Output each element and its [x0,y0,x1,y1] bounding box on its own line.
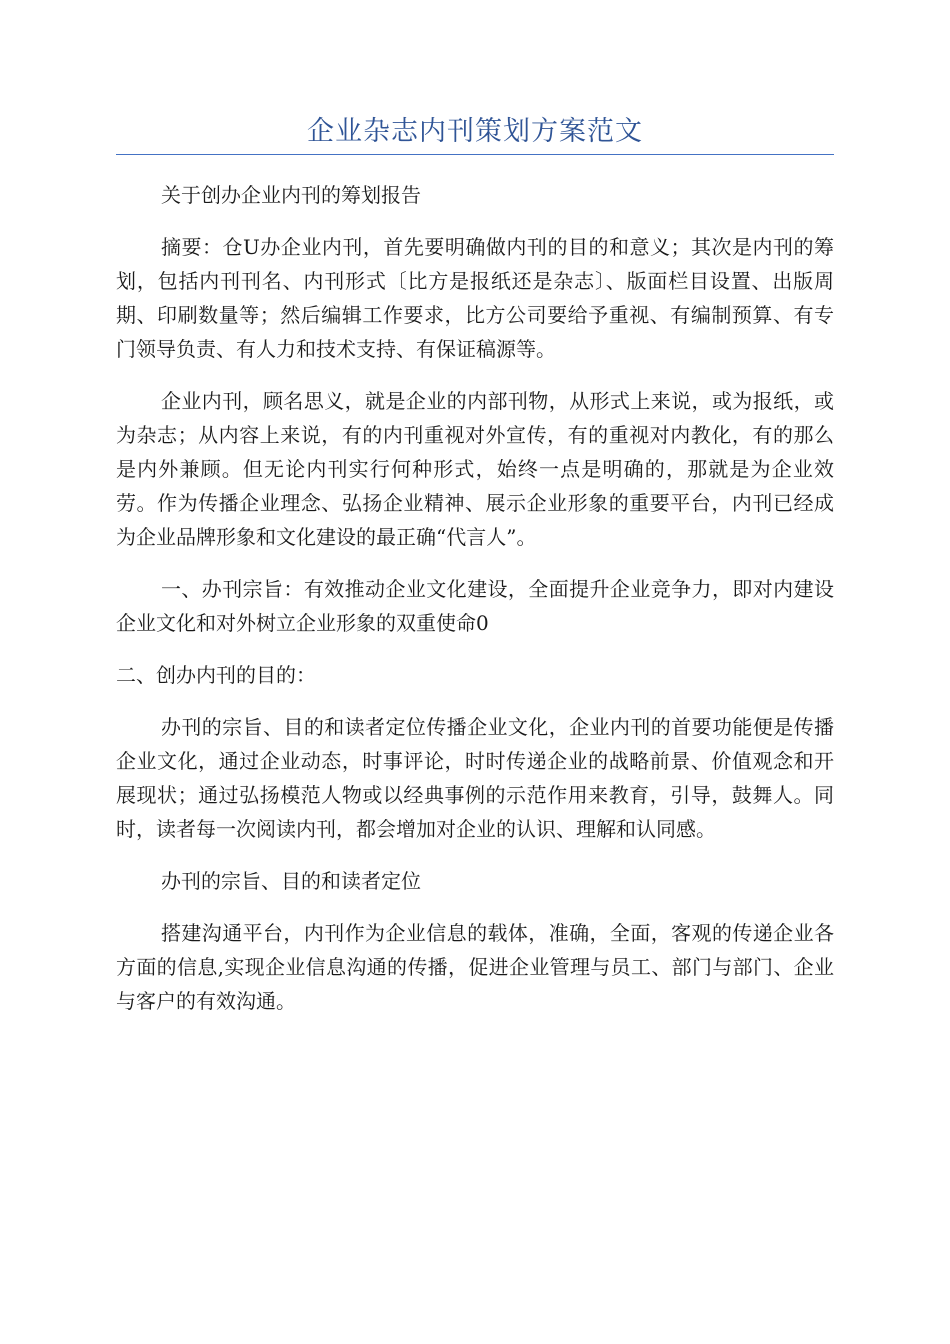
abstract-paragraph: 摘要：仓U办企业内刊，首先要明确做内刊的目的和意义；其次是内刊的筹划，包括内刊刊名、内刊形式〔比方是报纸还是杂志〕、版面栏目设置、出版周期、印刷数量等；然后编辑工作要求，比方公司要给予重视、有编制预算、有专门领导负责、有人力和技术支持、有保证稿源等。 [116,235,834,361]
section-heading-1: 一、办刊宗旨：有效推动企业文化建设，全面提升企业竞争力，即对内建设企业文化和对外树立企业形象的双重使命0 [116,577,834,635]
document-body [116,178,834,1036]
document-title: 企业杂志内刊策划方案范文 [307,116,643,147]
purpose-paragraph: 办刊的宗旨、目的和读者定位传播企业文化，企业内刊的首要功能便是传播企业文化，通过企业动态，时事评论，时时传递企业的战略前景、价值观念和开展现状；通过弘扬模范人物或以经典事例的示范作用来教育，引导，鼓舞人。同时，读者每一次阅读内刊，都会增加对企业的认识、理解和认同感。 [116,715,834,841]
report-heading: 关于创办企业内刊的筹划报告 [161,183,421,207]
title-underline [116,154,834,155]
section-heading-2: 二、创办内刊的目的： [116,663,316,687]
intro-paragraph: 企业内刊，顾名思义，就是企业的内部刊物，从形式上来说，或为报纸，或为杂志；从内容上来说，有的内刊重视对外宣传，有的重视对内教化，有的那么是内外兼顾。但无论内刊实行何种形式，始终一点是明确的，那就是为企业效劳。作为传播企业理念、弘扬企业精神、展示企业形象的重要平台，内刊已经成为企业品牌形象和文化建设的最正确“代言人”。 [116,389,834,549]
subheading: 办刊的宗旨、目的和读者定位 [161,869,421,893]
platform-paragraph: 搭建沟通平台，内刊作为企业信息的载体，准确，全面，客观的传递企业各方面的信息,实现企业信息沟通的传播，促进企业管理与员工、部门与部门、企业与客户的有效沟通。 [116,921,834,1013]
